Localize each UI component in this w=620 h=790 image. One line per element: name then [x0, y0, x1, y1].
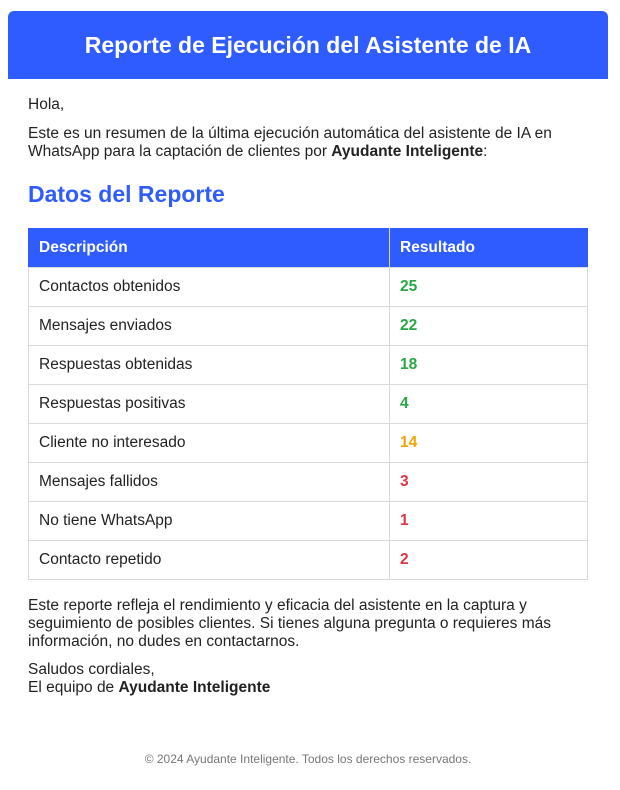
row-label: Contacto repetido: [29, 541, 390, 580]
email-body: [28, 96, 588, 697]
email-header: [8, 11, 608, 79]
row-label: Respuestas obtenidas: [29, 346, 390, 385]
row-value: 2: [390, 541, 588, 580]
row-label: Mensajes fallidos: [29, 463, 390, 502]
row-label: Cliente no interesado: [29, 424, 390, 463]
row-label: Contactos obtenidos: [29, 268, 390, 307]
table-header-row: [29, 229, 588, 268]
row-value: 3: [390, 463, 588, 502]
table-row: [29, 346, 588, 385]
intro-paragraph: [28, 125, 588, 161]
signoff-company-name: Ayudante Inteligente: [118, 679, 271, 696]
row-value: 22: [390, 307, 588, 346]
intro-text: Este es un resumen de la última ejecución automática del asistente de IA en WhatsApp para la captación de clientes por: [28, 125, 552, 160]
signoff-prefix: El equipo de: [28, 679, 119, 696]
column-header-description: Descripción: [29, 229, 390, 268]
row-value: 1: [390, 502, 588, 541]
greeting-text: Hola,: [28, 96, 65, 113]
report-title: Reporte de Ejecución del Asistente de IA: [84, 31, 532, 58]
section-title: Datos del Reporte: [28, 181, 225, 207]
report-table: [28, 228, 588, 580]
row-value: 25: [390, 268, 588, 307]
intro-company-name: Ayudante Inteligente: [331, 143, 484, 160]
row-label: Respuestas positivas: [29, 385, 390, 424]
intro-suffix: :: [483, 143, 488, 160]
table-row: [29, 502, 588, 541]
table-row: [29, 268, 588, 307]
column-header-result: Resultado: [390, 229, 588, 268]
row-value: 4: [390, 385, 588, 424]
table-row: [29, 541, 588, 580]
table-row: [29, 424, 588, 463]
row-label: Mensajes enviados: [29, 307, 390, 346]
footer-copyright: © 2024 Ayudante Inteligente. Todos los derechos reservados.: [144, 752, 472, 766]
signoff-line1: Saludos cordiales,: [28, 661, 155, 678]
row-value: 18: [390, 346, 588, 385]
row-value: 14: [390, 424, 588, 463]
row-label: No tiene WhatsApp: [29, 502, 390, 541]
signoff: [28, 661, 588, 697]
closing-paragraph: Este reporte refleja el rendimiento y eficacia del asistente en la captura y seguimiento de posibles clientes. Si tienes alguna pregunta o requieres más información, no dudes en contactarnos.: [28, 597, 552, 650]
table-row: [29, 307, 588, 346]
table-row: [29, 385, 588, 424]
table-row: [29, 463, 588, 502]
